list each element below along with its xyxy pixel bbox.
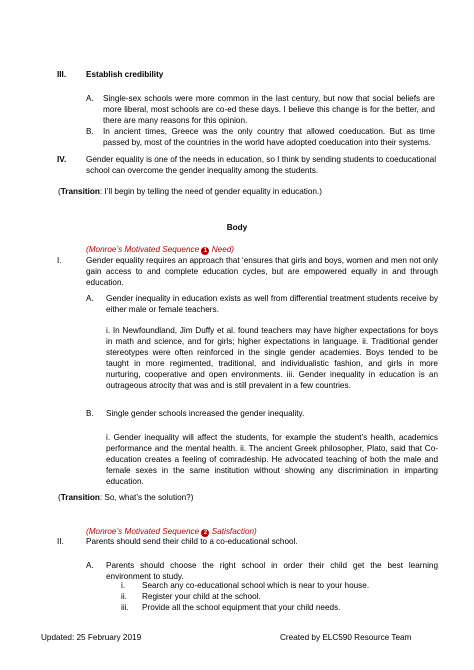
transition-1-open: ( (58, 187, 61, 196)
point-i-text: Gender equality requires an approach that ‘ensures that girls and boys, women and men not only gain access to and complete education cycles, but are empowered equally in and through education. (86, 256, 438, 287)
body-heading: Body (226, 223, 248, 232)
point-ii-sub-ii-mark: ii. (121, 592, 127, 601)
section-iii-item-a: Single-sex schools were more common in the last century, but now that social beliefs are more liberal, most schools are co-ed these days. I believe this change is for the better, and there are many reasons for this opinion. (103, 94, 435, 125)
point-ii-sub-iii-text: Provide all the school equipment that your child needs. (142, 603, 341, 612)
section-iii-item-b-mark: B. (86, 127, 94, 136)
transition-2-label: Transition (60, 493, 100, 502)
section-iii-item-b: In ancient times, Greece was the only country that allowed coeducation. But as time passed by, most of the countries in the world have adopted coeducation into their systems. (103, 127, 435, 147)
step-1-icon: 1 (201, 247, 209, 255)
point-ii-text: Parents should send their child to a co-educational school. (86, 537, 298, 546)
section-iii-number: III. (57, 70, 67, 79)
section-iv-number: IV. (57, 155, 67, 164)
section-iv-text: Gender equality is one of the needs in education, so I think by sending students to coeducational school can overcome the gender inequality among the students. (86, 155, 437, 175)
point-ii-a-text: Parents should choose the right school in order their child get the best learning environment to study. (106, 561, 438, 581)
point-ii-a-mark: A. (86, 561, 94, 570)
step-2-icon: 2 (201, 529, 209, 537)
point-i-a-text: Gender inequality in education exists as well from differential treatment students receive by either male or female teachers. (106, 294, 438, 314)
point-ii-sub-i-mark: i. (121, 581, 126, 590)
transition-1 (58, 186, 458, 197)
footer-created: Created by ELC590 Resource Team (280, 633, 412, 642)
point-ii-number: II. (57, 537, 64, 546)
point-i-a-mark: A. (86, 294, 94, 303)
point-i-a-detail: i. In Newfoundland, Jim Duffy et al. found teachers may have higher expectations for boys in math and science, and for girls; higher expectations in language. ii. Traditional gender stereotypes were often reinforced in the single gender academies. Boys tended to be taught in more regimented, traditional, and individualistic fashion, and girls in more nurturing, cooperative and open environments. iii. Gender inequality in education is an outrageous atrocity that was and is still prevalent in a few countries. (106, 326, 438, 390)
point-i-b-mark: B. (86, 409, 94, 418)
mms-need-label (86, 244, 234, 255)
point-i-b-detail: i. Gender inequality will affect the students, for example the student’s health, academics performance and the mental health. ii. The ancient Greek philosopher, Plato, said that Co-education creates a feeling of comradeship. He advocated teaching of both the male and female sexes in the same institution without showing any discrimination in imparting education. (106, 433, 438, 486)
mms-need-close: Need) (209, 245, 235, 254)
transition-2-open: ( (58, 493, 61, 502)
point-ii-sub-ii-text: Register your child at the school. (142, 592, 261, 601)
transition-1-text: : I’ll begin by telling the need of gender equality in education.) (99, 187, 322, 196)
point-ii-sub-i-text: Search any co-educational school which is near to your house. (142, 581, 370, 590)
mms-need-open: (Monroe’s Motivated Sequence (86, 245, 202, 254)
transition-2-text: : So, what’s the solution?) (99, 493, 194, 502)
transition-2 (58, 492, 458, 503)
point-ii-sub-iii-mark: iii. (121, 603, 129, 612)
mms-satisfaction-close: Satisfaction) (209, 527, 257, 536)
point-i-b-text: Single gender schools increased the gender inequality. (106, 409, 305, 418)
section-iii-title: Establish credibility (86, 70, 164, 79)
mms-satisfaction-open: (Monroe’s Motivated Sequence (86, 527, 202, 536)
transition-1-label: Transition (60, 187, 100, 196)
point-i-number: I. (57, 256, 62, 265)
section-iii-item-a-mark: A. (86, 94, 94, 103)
footer-updated: Updated: 25 February 2019 (41, 633, 142, 642)
